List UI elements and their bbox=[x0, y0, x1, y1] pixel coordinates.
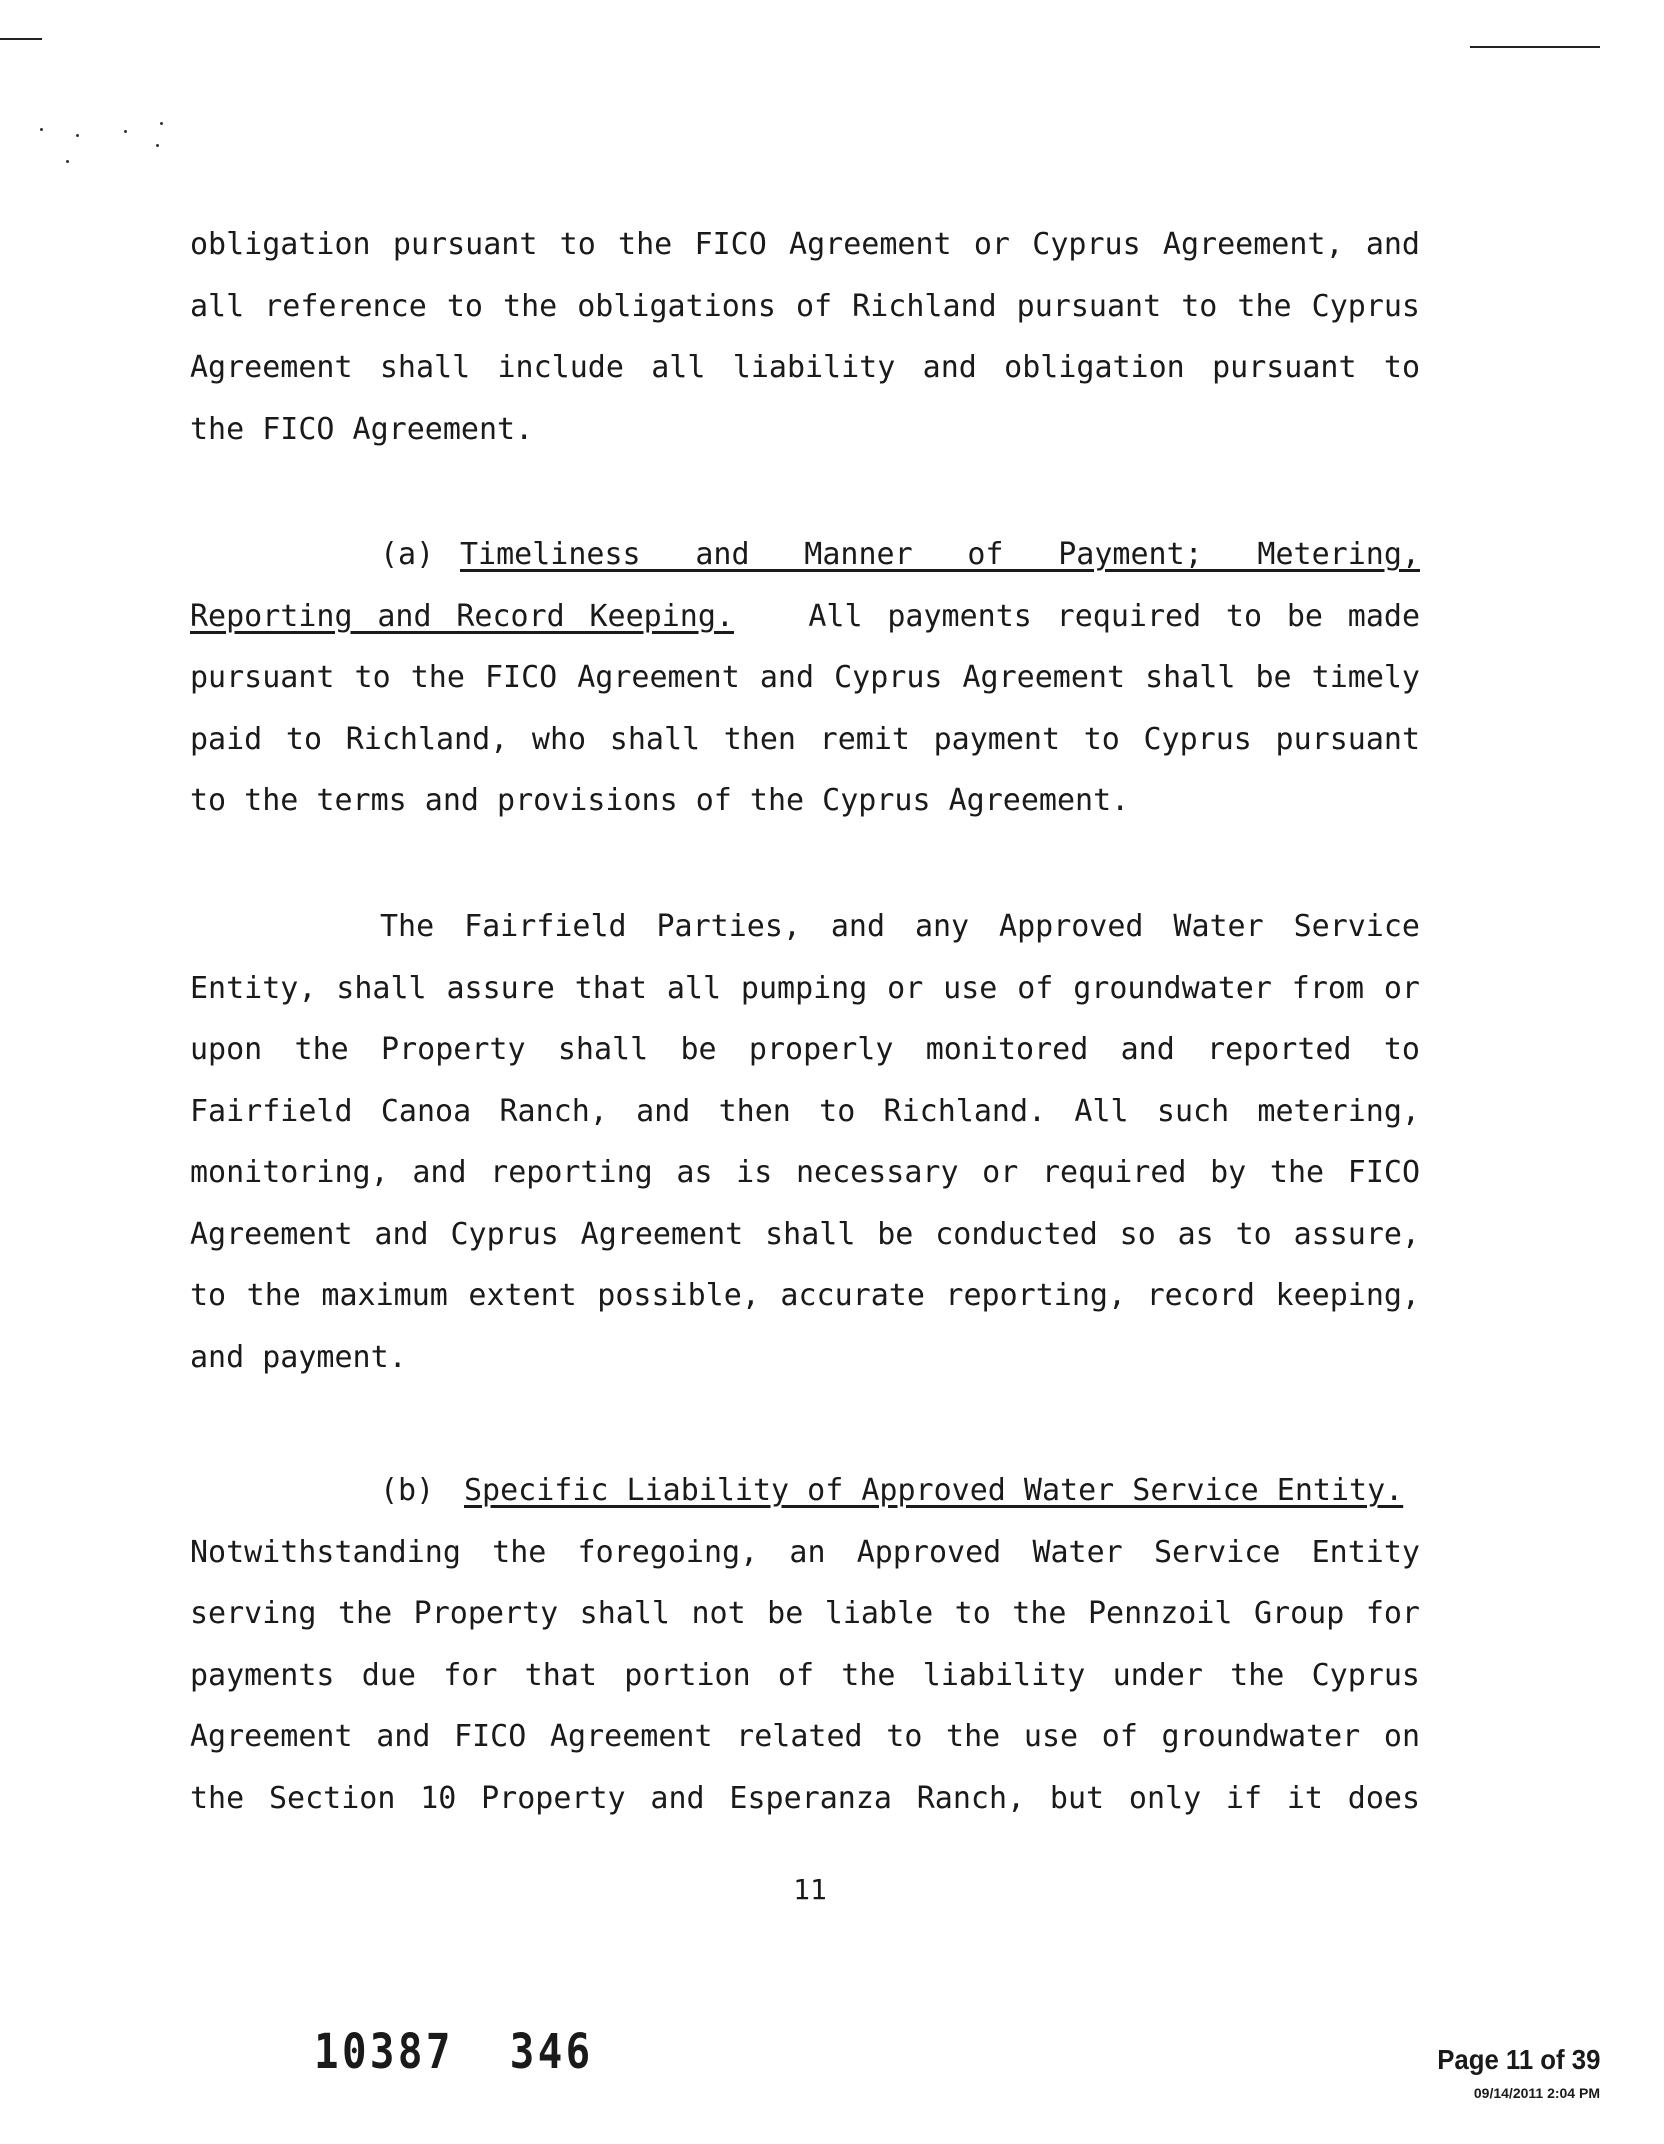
page-count: Page 11 of 39 bbox=[1436, 2044, 1600, 2075]
book-page-number: 346 bbox=[509, 2024, 594, 2080]
text-line: Fairfield Canoa Ranch, and then to Richland. All such metering, bbox=[190, 1093, 1420, 1129]
text-line: serving the Property shall not be liable to the Pennzoil Group for bbox=[190, 1596, 1420, 1631]
text-line: all reference to the obligations of Richland pursuant to the Cyprus bbox=[190, 288, 1420, 324]
section-b-label: (b) bbox=[380, 1473, 435, 1508]
text-line: Agreement and FICO Agreement related to the use of groundwater on bbox=[190, 1719, 1420, 1754]
text-line: Entity, shall assure that all pumping or use of groundwater from or bbox=[190, 970, 1420, 1006]
text-line: and payment. bbox=[190, 1339, 407, 1375]
scan-speck bbox=[124, 130, 127, 133]
section-a bbox=[190, 524, 1420, 832]
scan-speck bbox=[40, 128, 43, 131]
print-timestamp: 09/14/2011 2:04 PM bbox=[1473, 2085, 1600, 2101]
paragraph-fairfield bbox=[190, 896, 1420, 1388]
scan-speck bbox=[76, 134, 79, 137]
text-line: the FICO Agreement. bbox=[190, 411, 534, 447]
recording-book-page-stamp bbox=[314, 2024, 594, 2080]
scan-speck bbox=[156, 144, 159, 147]
text-line: monitoring, and reporting as is necessary or required by the FICO bbox=[190, 1155, 1420, 1190]
section-a-heading-cont: Reporting and Record Keeping. bbox=[190, 598, 734, 634]
page-number: 11 bbox=[793, 1873, 827, 1906]
text-line: the Section 10 Property and Esperanza Ranch, but only if it does bbox=[190, 1780, 1420, 1816]
book-number: 10387 bbox=[314, 2024, 454, 2080]
text-line: to the maximum extent possible, accurate reporting, record keeping, bbox=[190, 1278, 1420, 1313]
text-line: The Fairfield Parties, and any Approved Water Service bbox=[380, 909, 1420, 944]
section-b bbox=[190, 1460, 1420, 1829]
section-a-label: (a) bbox=[380, 537, 435, 572]
text-line: paid to Richland, who shall then remit payment to Cyprus pursuant bbox=[190, 721, 1420, 757]
text-line: pursuant to the FICO Agreement and Cyprus Agreement shall be timely bbox=[190, 660, 1420, 695]
section-a-heading: Timeliness and Manner of Payment; Metering, bbox=[460, 537, 1420, 572]
text-line: upon the Property shall be properly monitored and reported to bbox=[190, 1032, 1420, 1067]
scan-speck bbox=[160, 122, 163, 125]
scan-speck bbox=[66, 160, 69, 163]
scan-mark-top-right bbox=[1470, 46, 1600, 48]
text-line: Agreement and Cyprus Agreement shall be conducted so as to assure, bbox=[190, 1216, 1420, 1252]
text-line: obligation pursuant to the FICO Agreement or Cyprus Agreement, and bbox=[190, 227, 1420, 262]
paragraph-continuation bbox=[190, 214, 1420, 460]
text-fragment: All payments required to be made bbox=[808, 598, 1421, 634]
text-line: Agreement shall include all liability and obligation pursuant to bbox=[190, 350, 1420, 385]
section-b-heading: Specific Liability of Approved Water Service Entity. bbox=[464, 1473, 1404, 1508]
section-b-heading-line bbox=[190, 1460, 1420, 1522]
section-a-heading-line-2 bbox=[190, 586, 1420, 648]
text-line: to the terms and provisions of the Cyprus Agreement. bbox=[190, 783, 1130, 818]
text-line: payments due for that portion of the liability under the Cyprus bbox=[190, 1657, 1420, 1693]
section-a-heading-line bbox=[190, 524, 1420, 586]
text-line: Notwithstanding the foregoing, an Approved Water Service Entity bbox=[190, 1534, 1420, 1570]
scan-mark-top-left bbox=[0, 38, 42, 40]
